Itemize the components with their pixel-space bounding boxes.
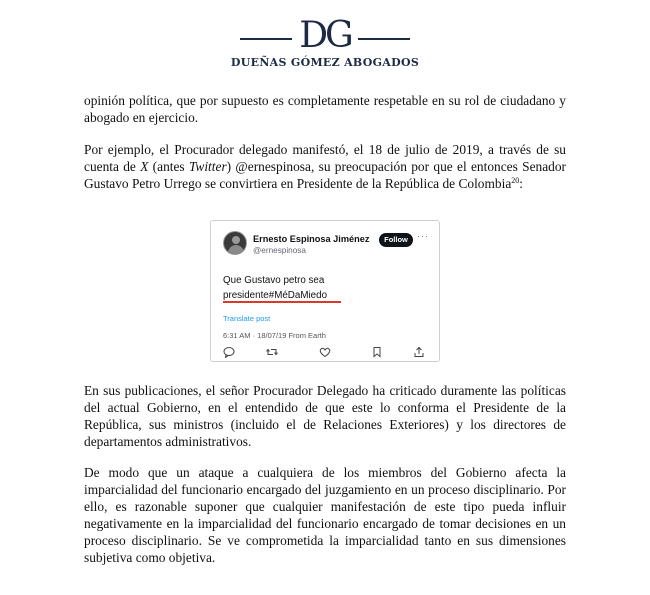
firm-name: DUEÑAS GÓMEZ ABOGADOS xyxy=(230,56,420,69)
like-icon[interactable] xyxy=(319,346,331,358)
paragraph-2-twitter: Twitter xyxy=(188,159,227,174)
paragraph-2-end: : xyxy=(519,176,523,191)
tweet-author-handle[interactable]: @ernespinosa xyxy=(253,246,306,255)
footnote-ref[interactable]: 20 xyxy=(511,176,520,185)
tweet-text xyxy=(223,273,423,303)
tweet-actions xyxy=(223,346,429,358)
share-icon[interactable] xyxy=(413,346,425,358)
paragraph-4: De modo que un ataque a cualquiera de los miembros del Gobierno afecta la imparcialidad del funcionario encargado del juzgamiento en un proceso disciplinario. Por ello, es razonable suponer que cualquier manifestación de este tipo pueda influir negativamente en la imparcialidad del funcionario encargado de tomar decisiones en un proceso disciplinario. Se ve comprometida la imparcialidad tanto en sus dimensiones subjetiva como objetiva. xyxy=(84,465,566,565)
tweet-author-name[interactable]: Ernesto Espinosa Jiménez xyxy=(253,234,370,244)
retweet-icon[interactable] xyxy=(266,346,278,358)
tweet-text-line-2: presidente#MéDaMiedo xyxy=(223,290,328,301)
follow-button[interactable]: Follow xyxy=(379,233,413,247)
paragraph-2-text-b: (antes xyxy=(148,159,189,174)
bookmark-icon[interactable] xyxy=(371,346,383,358)
more-options-icon[interactable]: ··· xyxy=(417,231,429,241)
avatar[interactable] xyxy=(223,231,247,255)
paragraph-1: opinión política, que por supuesto es completamente respetable en su rol de ciudadano y abogado en ejercicio. xyxy=(84,93,566,125)
logo xyxy=(0,14,650,58)
logo-rule-right xyxy=(358,38,410,40)
reply-icon[interactable] xyxy=(223,346,235,358)
paragraph-2-x: X xyxy=(140,159,149,174)
embedded-tweet[interactable] xyxy=(210,220,440,362)
tweet-timestamp[interactable]: 6:31 AM · 18/07/19 From Earth xyxy=(223,331,326,340)
logo-monogram: DG xyxy=(299,15,351,56)
paragraph-2-text-c: ) @ernespinosa, su preocupación por que el entonces Senador Gustavo Petro Urrego se convirtiera en Presidente de la República de Colombia xyxy=(84,159,566,191)
translate-post-link[interactable]: Translate post xyxy=(223,314,271,323)
highlight-underline xyxy=(223,301,341,303)
tweet-text-line-1: Que Gustavo petro sea xyxy=(223,275,325,286)
paragraph-3: En sus publicaciones, el señor Procurador Delegado ha criticado duramente las políticas del actual Gobierno, en el entendido de que este lo conforma el Presidente de la República, sus ministros (incluido el de Relaciones Exteriores) y los directores de departamentos administrativos. xyxy=(84,383,566,449)
logo-rule-left xyxy=(240,38,292,40)
paragraph-2-text-a: Por ejemplo, el Procurador delegado manifestó, el 18 de julio de 2019, a través de su cuenta de xyxy=(84,142,566,174)
paragraph-2 xyxy=(84,141,566,192)
